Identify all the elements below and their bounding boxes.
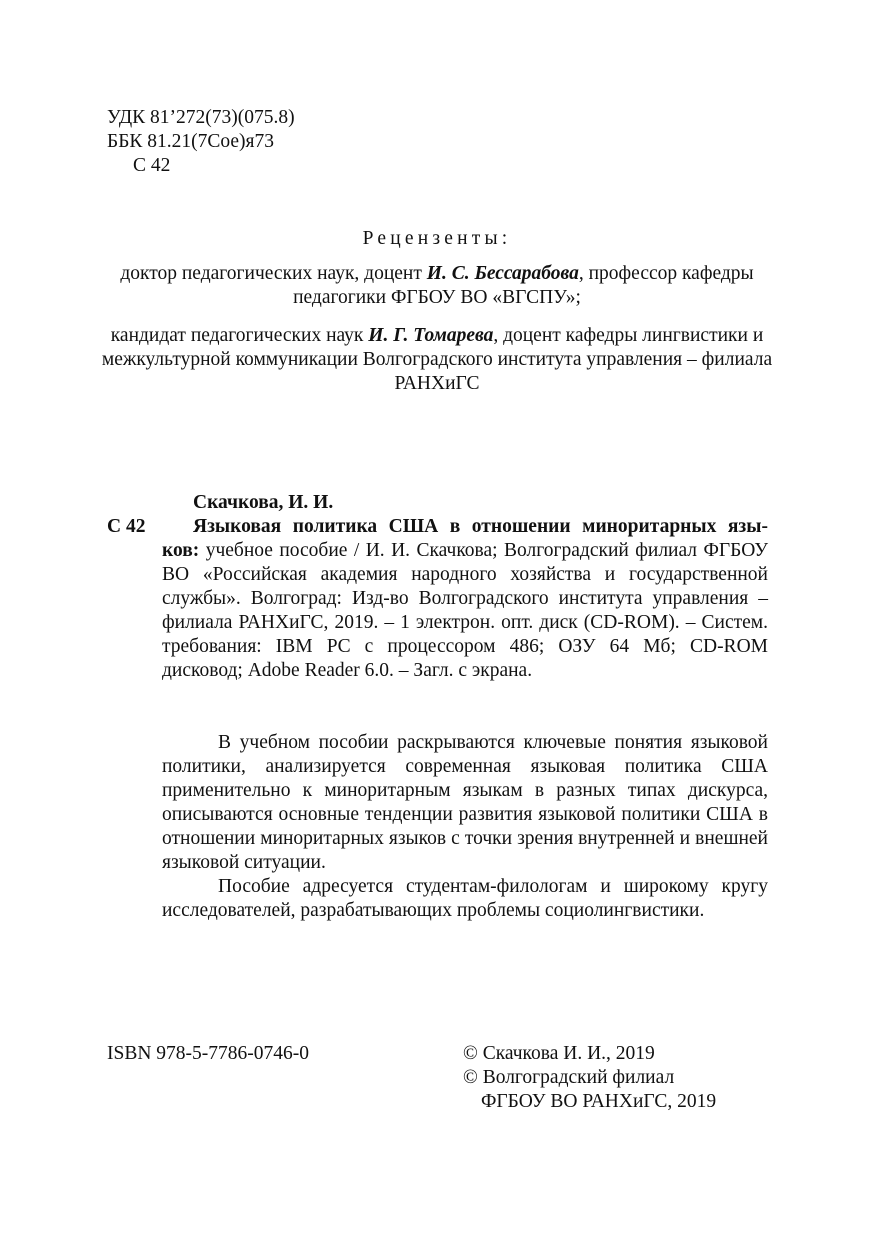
- copyright-block: [463, 1042, 716, 1114]
- bibliography-author: Скачкова, И. И.: [193, 492, 334, 513]
- copyright-author: © Скачкова И. И., 2019: [463, 1043, 655, 1064]
- copyright-publisher: © Волгоградский филиал: [463, 1067, 675, 1088]
- reviewers-heading: Рецензенты:: [362, 228, 512, 249]
- reviewer-2-name: И. Г. Томарева: [368, 325, 494, 346]
- abstract: [162, 731, 768, 923]
- bibliography-code: С 42: [107, 516, 146, 537]
- reviewer-1-suffix: , профессор кафедры педагогики ФГБОУ ВО «ВГСПУ»;: [293, 263, 754, 308]
- reviewer-2-suffix: , доцент кафедры лингвистики и межкультурной коммуникации Волгоградского института управления – филиала РАНХиГС: [101, 325, 773, 394]
- bibliography-entry: [162, 515, 768, 683]
- bibliography-description: учебное пособие / И. И. Скачкова; Волгоградский филиал ФГБОУ ВО «Российская академия народного хозяйства и государственной службы». Волгоград: Изд-во Волгоградского института управления – филиала РАНХиГС, 2019. – 1 электрон. опт. диск (CD-ROM). – Систем. требования: IBM PC с процессором 486; ОЗУ 64 Мб; CD-ROM дисковод; Adobe Reader 6.0. – Загл. с экрана.: [162, 540, 768, 681]
- bbk-code: ББК 81.21(7Сое)я73: [107, 131, 275, 152]
- bibliography-title-line: Языковая политика США в отношении миноритарных язы-: [193, 516, 768, 537]
- reviewer-1: [90, 262, 784, 310]
- reviewer-1-prefix: доктор педагогических наук, доцент: [120, 263, 427, 284]
- abstract-paragraph-2: Пособие адресуется студентам-филологам и широкому кругу исследователей, разрабатывающих проблемы социолингвистики.: [162, 876, 768, 921]
- udk-code: УДК 81’272(73)(075.8): [107, 107, 295, 128]
- reviewer-2-prefix: кандидат педагогических наук: [110, 325, 369, 346]
- abstract-paragraph-1: В учебном пособии раскрываются ключевые понятия языковой политики, анализируется современная языковая политика США применительно к миноритарным языкам в разных типах дискурса, описываются основные тенденции развития языковой политики США в отношении миноритарных языков с точки зрения внутренней и внешней языковой ситуации.: [162, 732, 768, 873]
- classification-block: [107, 106, 295, 178]
- author-sign: С 42: [133, 155, 171, 176]
- reviewer-1-name: И. С. Бессарабова: [426, 263, 579, 284]
- isbn: ISBN 978-5-7786-0746-0: [107, 1043, 310, 1064]
- copyright-publisher-name: ФГБОУ ВО РАНХиГС, 2019: [481, 1091, 717, 1112]
- reviewer-2: [90, 324, 784, 396]
- bibliography-title-end: ков:: [162, 540, 200, 561]
